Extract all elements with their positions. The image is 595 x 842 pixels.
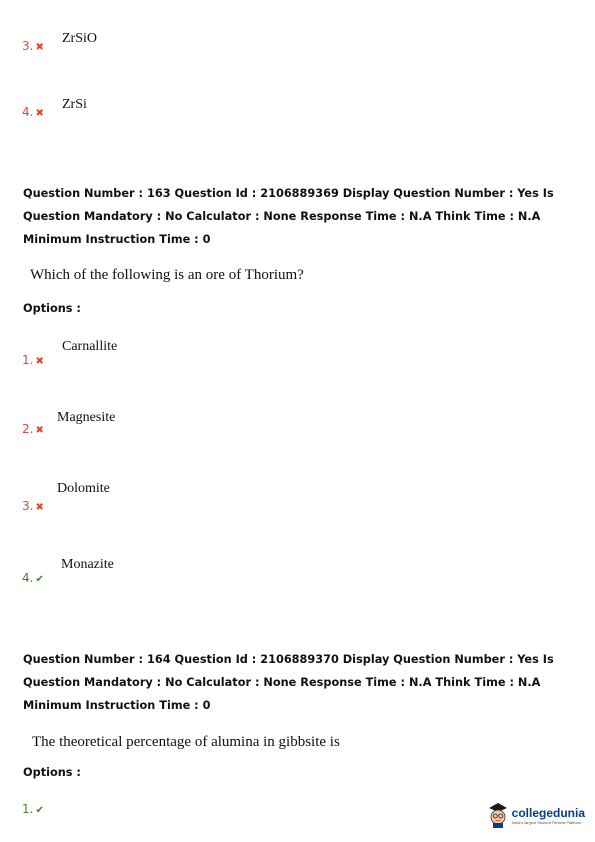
q163-option-1-text: Carnallite bbox=[62, 339, 118, 354]
check-icon: ✔ bbox=[35, 805, 44, 816]
logo-brand-text: collegedunia bbox=[511, 805, 585, 820]
collegedunia-logo bbox=[487, 802, 585, 828]
prev-option-4-text: ZrSi bbox=[62, 97, 87, 112]
q163-option-3-text: Dolomite bbox=[57, 481, 110, 496]
cross-icon: ✖ bbox=[35, 502, 44, 513]
question-163-options-label: Options : bbox=[23, 302, 81, 315]
check-icon: ✔ bbox=[35, 574, 44, 585]
q163-option-4-number: 4. ✔ bbox=[22, 571, 44, 585]
q163-option-4-text: Monazite bbox=[61, 557, 114, 572]
question-164-meta: Question Number : 164 Question Id : 2106889370 Display Question Number : Yes Is Question Mandatory : No Calculator : None Response Time : N.A Think Time : N.A Minimum Instruction Time : 0 bbox=[23, 653, 554, 712]
q163-option-2-text: Magnesite bbox=[57, 410, 116, 425]
cross-icon: ✖ bbox=[35, 356, 44, 367]
question-164-options-label: Options : bbox=[23, 766, 81, 779]
q163-option-2-number: 2. ✖ bbox=[22, 422, 44, 436]
question-164-text: The theoretical percentage of alumina in gibbsite is bbox=[32, 734, 340, 750]
logo-tagline: India's largest Student Review Platform bbox=[511, 819, 582, 825]
student-mascot-icon bbox=[487, 802, 509, 828]
prev-option-3-number: 3. ✖ bbox=[22, 39, 44, 53]
q163-option-3-number: 3. ✖ bbox=[22, 499, 44, 513]
prev-option-3-text: ZrSiO bbox=[62, 31, 97, 46]
q164-option-1-number: 1. ✔ bbox=[22, 802, 44, 816]
cross-icon: ✖ bbox=[35, 425, 44, 436]
cross-icon: ✖ bbox=[35, 42, 44, 53]
prev-option-4-number: 4. ✖ bbox=[22, 105, 44, 119]
cross-icon: ✖ bbox=[35, 108, 44, 119]
q163-option-1-number: 1. ✖ bbox=[22, 353, 44, 367]
question-163-meta: Question Number : 163 Question Id : 2106889369 Display Question Number : Yes Is Question Mandatory : No Calculator : None Response Time : N.A Think Time : N.A Minimum Instruction Time : 0 bbox=[23, 187, 554, 246]
question-163-text: Which of the following is an ore of Thorium? bbox=[30, 267, 304, 283]
